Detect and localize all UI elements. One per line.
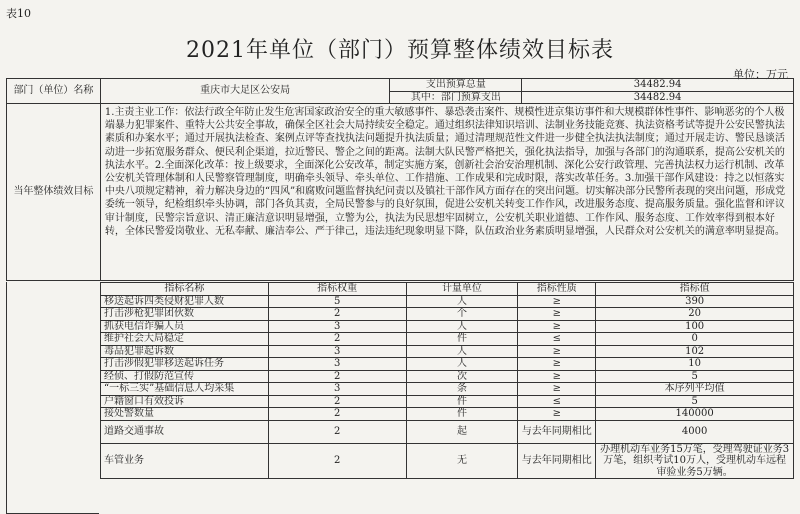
table-row (101, 333, 794, 346)
indicator-name: “一标三实”基础信息人均采集 (101, 383, 269, 396)
indicator-unit: 人 (406, 295, 518, 308)
total-label: 支出预算总量 (390, 79, 522, 92)
column-header: 指标性质 (518, 283, 596, 296)
indicator-unit: 件 (406, 408, 518, 421)
indicator-weight: 3 (268, 320, 406, 333)
indicator-value: 5 (596, 370, 794, 383)
indicator-weight: 3 (268, 345, 406, 358)
summary-label: 当年整体绩效目标 (7, 104, 101, 281)
indicator-name: 毒品犯罪起诉数 (101, 345, 269, 358)
indicator-value: 10 (596, 358, 794, 371)
indicator-weight: 2 (268, 333, 406, 346)
summary-text: 1.主责主业工作：依法行政全年防止发生危害国家政治安全的重大敏感事件、暴恐袭击案件、规模性进京集访事件和大规模群体性事件、影响恶劣的个人极端暴力犯罪案件、重特大公共安全事故，确保全区社会大局持续安全稳定。通过组织法律知识培训、法制业务技能竞赛、执法资格考试等提升公安民警执法素质和办案水平；通过开展执法检查、案例点评等查找执法问题提升执法质量；通过清理规范性文件进一步健全执法执法制度；通过开展走访、警民恳谈活动进一步拓宽服务群众、便民利企渠道，拉近警民、警企之间的距离。法制大队民警严格把关，强化执法指导，加强与各部门的沟通联系，提高公安机关的执法水平。2.全面深化改革：按上级要求，全面深化公安改革，制定实施方案，创新社会治安治理机制、深化公安行政管理、完善执法权力运行机制、改革公安机关管理体制和人民警察管理制度，明确牵头领导、牵头单位、工作措施、工作成果和完成时限，落实改革任务。3.加强干部作风建设：持之以恒落实中央八项规定精神，着力解决身边的“四风”和腐败问题监督执纪问责以及镇社干部作风方面存在的突出问题。切实解决部分民警所表现的突出问题，形成党委统一领导，纪检组织牵头协调，部门各负其责，全局民警参与的良好氛围，促进公安机关转变工作作风，改进服务态度、提高服务质量。强化监督和评议审计制度，民警宗旨意识、清正廉洁意识明显增强，立警为公，执法为民思想牢固树立，公安机关职业道德、工作作风、服务态度、工作效率得到根本好转，全体民警爱岗敬业、无私奉献、廉洁奉公、严于律己，违法违纪现象明显下降，队伍政治业务素质明显增强，人民群众对公安机关的满意率明显提高。 (100, 104, 793, 281)
indicator-value: 0 (596, 333, 794, 346)
indicator-name: 移送起诉四类侵财犯罪人数 (101, 295, 269, 308)
table-row (101, 358, 794, 371)
indicator-unit: 无 (406, 443, 518, 479)
table-number: 表10 (6, 7, 31, 20)
unit-label: 单位：万元 (733, 68, 788, 81)
table-row (101, 408, 794, 421)
indicator-unit: 人 (406, 345, 518, 358)
total-value: 34482.94 (522, 79, 794, 92)
indicator-name: 户籍窗口有效投诉 (101, 395, 269, 408)
table-row (101, 345, 794, 358)
column-header: 指标值 (596, 283, 794, 296)
indicator-weight: 2 (268, 308, 406, 321)
indicator-weight: 3 (268, 383, 406, 396)
column-header: 计量单位 (406, 283, 518, 296)
indicator-name: 维护社会大局稳定 (101, 333, 269, 346)
indicator-value: 390 (596, 295, 794, 308)
indicator-left-blank (6, 282, 99, 514)
indicator-value: 140000 (596, 408, 794, 421)
indicator-nature: ≥ (518, 408, 596, 421)
indicator-weight: 2 (268, 420, 406, 443)
indicator-nature: 与去年同期相比 (518, 420, 596, 443)
indicator-nature: ≥ (518, 383, 596, 396)
column-header: 指标名称 (101, 283, 269, 296)
indicator-unit: 人 (406, 358, 518, 371)
column-header: 指标权重 (268, 283, 406, 296)
indicator-name: 经侦、打假防范宣传 (101, 370, 269, 383)
indicator-unit: 件 (406, 395, 518, 408)
indicator-name: 打击涉假犯罪移送起诉任务 (101, 358, 269, 371)
indicator-name: 车管业务 (101, 443, 269, 479)
indicator-table (100, 282, 794, 479)
indicator-nature: ≥ (518, 320, 596, 333)
indicator-weight: 3 (268, 358, 406, 371)
table-row (101, 420, 794, 443)
table-row (101, 443, 794, 479)
table-row (101, 383, 794, 396)
indicator-weight: 2 (268, 443, 406, 479)
page-title: 2021年单位（部门）预算整体绩效目标表 (186, 38, 614, 63)
indicator-value: 100 (596, 320, 794, 333)
indicator-unit: 起 (406, 420, 518, 443)
table-row (101, 370, 794, 383)
indicator-value: 4000 (596, 420, 794, 443)
indicator-weight: 2 (268, 370, 406, 383)
indicator-name: 接处警数量 (101, 408, 269, 421)
table-row (101, 395, 794, 408)
indicator-value: 办理机动车业务15万笔，受理驾驶证业务3万笔，组织考试10万人，受理机动车远程审验业务5万辆。 (596, 443, 794, 479)
dept-label: 部门（单位）名称 (7, 79, 101, 104)
indicator-nature: ≥ (518, 358, 596, 371)
indicator-unit: 次 (406, 370, 518, 383)
indicator-weight: 2 (268, 395, 406, 408)
indicator-name: 打击涉枪犯罪团伙数 (101, 308, 269, 321)
table-row (101, 295, 794, 308)
header-table (6, 78, 794, 281)
indicator-nature: ≤ (518, 395, 596, 408)
indicator-weight: 5 (268, 295, 406, 308)
indicator-name: 道路交通事故 (101, 420, 269, 443)
indicator-value: 本序列平均值 (596, 383, 794, 396)
indicator-nature: ≥ (518, 308, 596, 321)
indicator-value: 5 (596, 395, 794, 408)
indicator-unit: 条 (406, 383, 518, 396)
table-row (101, 320, 794, 333)
table-row (101, 308, 794, 321)
indicator-nature: ≤ (518, 333, 596, 346)
indicator-unit: 人 (406, 320, 518, 333)
indicator-unit: 件 (406, 333, 518, 346)
indicator-unit: 个 (406, 308, 518, 321)
sub-label: 其中：部门预算支出 (390, 91, 522, 104)
dept-name: 重庆市大足区公安局 (100, 79, 390, 104)
indicator-name: 抓获电信诈骗人员 (101, 320, 269, 333)
indicator-nature: ≥ (518, 345, 596, 358)
indicator-value: 20 (596, 308, 794, 321)
indicator-nature: ≥ (518, 370, 596, 383)
sub-value: 34482.94 (522, 91, 794, 104)
indicator-nature: 与去年同期相比 (518, 443, 596, 479)
indicator-nature: ≥ (518, 295, 596, 308)
indicator-value: 102 (596, 345, 794, 358)
indicator-weight: 2 (268, 408, 406, 421)
